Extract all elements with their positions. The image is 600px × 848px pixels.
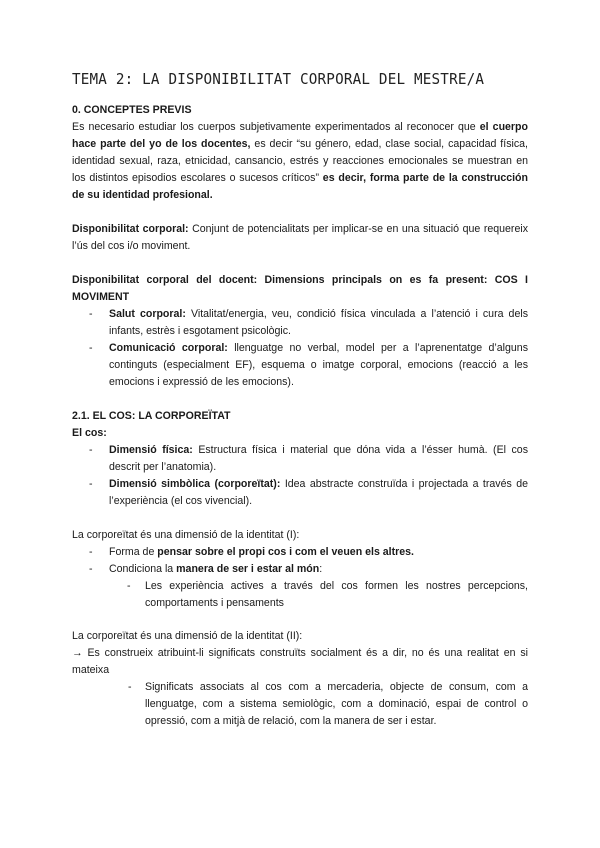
definition: llenguatge no verbal, model per a l’aprenentatge d’alguns continguts (especialment EF), esquema o imatge corporal, emocions (reacció a les emocions i expressió de les emocions). <box>109 342 528 388</box>
definition: Conjunt de potencialitats per implicar-se en una situació que requereix l’ús del cos i/o moviment. <box>72 223 528 252</box>
text-run: es decir “su género, edad, clase social, capacidad física, identidad sexual, raza, etnicidad, cansancio, estrés y reacciones emocionales se muestran en los distintos episodios escolares o sucesos críticos” <box>72 138 528 184</box>
bold-run: pensar sobre el propi cos i com el veuen els altres. <box>157 546 414 558</box>
list-item <box>72 476 528 510</box>
bullet-dash: - <box>89 546 93 558</box>
section-heading: Disponibilitat corporal del docent: Dimensions principals on es fa present: COS I MOVIMENT <box>72 274 528 303</box>
term: Dimensió simbòlica (corporeïtat): <box>109 478 281 490</box>
bold-run: el cuerpo hace parte del yo de los docentes, <box>72 121 528 150</box>
bold-run: manera de ser i estar al món <box>176 563 320 575</box>
sub-list-item <box>72 578 528 612</box>
bullet-dash: - <box>89 308 93 320</box>
section-el-cos <box>72 408 528 510</box>
section-heading: 0. CONCEPTES PREVIS <box>72 104 192 116</box>
paragraph-disponibilitat <box>72 221 528 255</box>
bullet-dash: - <box>128 681 132 693</box>
section-identitat-1 <box>72 527 528 612</box>
text-run: Significats associats al cos com a mercaderia, objecte de consum, com a llenguatge, com a sistema semiològic, com a dominació, espai de control o opressió, com a mitjà de relació, com la manera de ser i estar. <box>145 681 528 727</box>
bullet-dash: - <box>89 478 93 490</box>
text-run: Condiciona la <box>109 563 177 575</box>
section-heading: 2.1. EL COS: LA CORPOREÏTAT <box>72 410 231 422</box>
term: Comunicació corporal: <box>109 342 228 354</box>
bullet-dash: - <box>89 444 93 456</box>
bold-run: es decir, forma parte de la construcción de su identidad profesional. <box>72 172 528 201</box>
list-item <box>72 442 528 476</box>
arrow-paragraph: → Es construeix atribuint-li significats construïts socialment és a dir, no és una realitat en si mateixa <box>72 647 528 676</box>
section-conceptes-previs <box>72 102 528 204</box>
list-item <box>72 306 528 340</box>
sub-list-item <box>72 679 528 730</box>
term: Dimensió física: <box>109 444 193 456</box>
section-heading: La corporeïtat és una dimensió de la identitat (I): <box>72 529 300 541</box>
paragraph-intro <box>72 119 528 204</box>
text-run: : <box>319 563 323 575</box>
definition: Estructura física i material que dóna vida a l’ésser humà. (El cos descrit per l’anatomia). <box>109 444 528 473</box>
text-run: Les experiència actives a través del cos formen les nostres percepcions, comportaments i pensaments <box>145 580 528 609</box>
text-run: Es necesario estudiar los cuerpos subjetivamente experimentados al reconocer que <box>72 121 480 133</box>
list-item <box>72 340 528 391</box>
bullet-dash: - <box>127 580 131 592</box>
definition: Vitalitat/energia, veu, condició física vinculada a l’atenció i cura dels infants, estrès i esgotament psicològic. <box>109 308 528 337</box>
section-docent <box>72 272 528 391</box>
definition: Idea abstracte construïda i projectada a través de l’experiència (el cos vivencial). <box>109 478 528 507</box>
term: Salut corporal: <box>109 308 186 320</box>
text-run: Forma de <box>109 546 158 558</box>
term: Disponibilitat corporal: <box>72 223 189 235</box>
list-item <box>72 544 528 561</box>
bullet-dash: - <box>89 563 93 575</box>
list-item <box>72 561 528 578</box>
section-heading: La corporeïtat és una dimensió de la identitat (II): <box>72 630 303 642</box>
subheading: El cos: <box>72 427 107 439</box>
page-title: TEMA 2: LA DISPONIBILITAT CORPORAL DEL MESTRE/A <box>72 70 485 88</box>
bullet-dash: - <box>89 342 93 354</box>
section-identitat-2 <box>72 628 528 730</box>
